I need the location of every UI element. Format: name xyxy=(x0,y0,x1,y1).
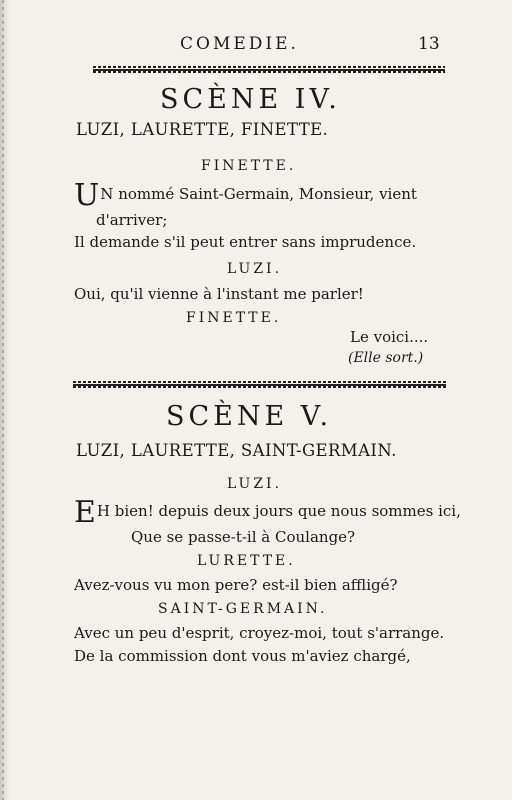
scene-5-speaker-luzi: LUZI. xyxy=(227,476,283,492)
scene-5-verse-4: De la commission dont vous m'aviez chargé, xyxy=(74,647,411,665)
drop-initial-e: E xyxy=(74,495,96,530)
scene-5-speaker-lurette: LURETTE. xyxy=(197,553,296,569)
scene-4-characters: LUZI, LAURETTE, FINETTE. xyxy=(76,120,329,139)
ornamental-rule-middle xyxy=(73,381,446,388)
scene-4-verse-2: Il demande s'il peut entrer sans imprudence. xyxy=(74,233,417,251)
scene-5-verse-1-continued: Que se passe-t-il à Coulange? xyxy=(131,528,356,546)
scene-5-verse-1 xyxy=(74,495,461,530)
scene-4-verse-1-text: N nommé Saint-Germain, Monsieur, vient xyxy=(100,185,417,203)
scene-4-stage-direction: (Elle sort.) xyxy=(348,350,424,366)
scene-4-heading: SCÈNE IV. xyxy=(160,84,341,115)
scene-5-verse-1-text: H bien! depuis deux jours que nous sommes ici, xyxy=(96,502,461,520)
page-binding-edge xyxy=(0,0,10,800)
scene-5-characters: LUZI, LAURETTE, SAINT-GERMAIN. xyxy=(76,441,397,460)
scene-5-speaker-saint-germain: SAINT-GERMAIN. xyxy=(158,601,328,617)
scene-4-speaker-finette-2: FINETTE. xyxy=(186,310,282,326)
scene-4-speaker-finette: FINETTE. xyxy=(201,158,297,174)
page-number: 13 xyxy=(418,34,440,54)
scene-4-verse-1-continued: d'arriver; xyxy=(96,211,168,229)
scene-5-verse-3: Avec un peu d'esprit, croyez-moi, tout s'arrange. xyxy=(74,624,445,642)
scene-4-speaker-luzi: LUZI. xyxy=(227,261,283,277)
scene-5-heading: SCÈNE V. xyxy=(166,401,333,432)
running-title: COMEDIE. xyxy=(180,34,299,54)
ornamental-rule-top xyxy=(93,66,445,73)
scene-5-verse-2: Avez-vous vu mon pere? est-il bien affligé? xyxy=(74,576,398,594)
drop-initial-u: U xyxy=(74,178,100,213)
scene-4-verse-1 xyxy=(74,178,417,213)
scene-4-verse-4: Le voici.... xyxy=(350,328,429,346)
scene-4-verse-3: Oui, qu'il vienne à l'instant me parler! xyxy=(74,285,364,303)
running-head xyxy=(0,34,512,60)
